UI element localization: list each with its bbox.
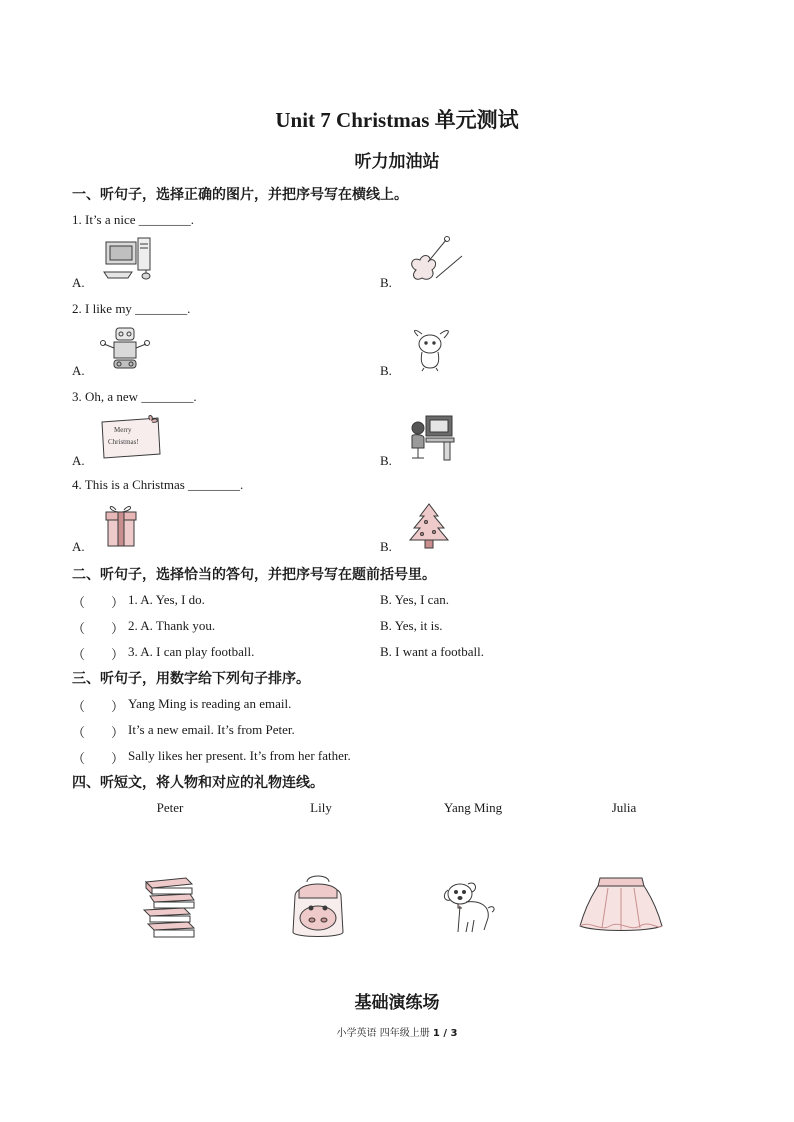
- books-picture: [140, 876, 198, 942]
- page-title: Unit 7 Christmas 单元测试: [275, 108, 519, 132]
- person-name: Lily: [310, 800, 332, 815]
- gift-box-picture: [102, 502, 140, 550]
- option-b-label: B.: [380, 363, 392, 378]
- sentence-text: Sally likes her present. It’s from her father.: [128, 748, 351, 763]
- sentence-text: It’s a new email. It’s from Peter.: [128, 722, 295, 737]
- card-text-merry: Merry: [114, 426, 132, 434]
- answer-bracket: （ ）: [72, 751, 125, 766]
- person-name: Peter: [156, 800, 184, 815]
- option-b-label: B.: [380, 453, 392, 468]
- section-1-heading: 一、听句子，选择正确的图片，并把序号写在横线上。: [72, 187, 408, 203]
- person-at-computer-picture: [408, 412, 456, 462]
- option-a-label: A.: [72, 275, 85, 290]
- section-4-heading: 四、听短文，将人物和对应的礼物连线。: [72, 775, 324, 791]
- question-3: 3. Oh, a new ________.: [72, 389, 197, 404]
- option-a-text: 2. A. Thank you.: [128, 618, 216, 633]
- option-b-label: B.: [380, 539, 392, 554]
- answer-bracket: （ ）: [72, 725, 125, 740]
- robot-picture: [100, 326, 150, 372]
- christmas-card-picture: [98, 414, 164, 460]
- option-a-label: A.: [72, 539, 85, 554]
- option-b-text: B. I want a football.: [380, 644, 484, 659]
- option-b-label: B.: [380, 275, 392, 290]
- section-2-heading: 二、听句子，选择恰当的答句，并把序号写在题前括号里。: [72, 567, 436, 583]
- toy-rabbit-picture: [408, 326, 454, 372]
- option-a-label: A.: [72, 453, 85, 468]
- person-name: Julia: [611, 800, 637, 815]
- skirt-picture: [578, 874, 664, 936]
- toy-dog-picture: [440, 876, 500, 938]
- question-1: 1. It’s a nice ________.: [72, 212, 195, 227]
- option-b-text: B. Yes, I can.: [380, 592, 449, 607]
- option-a-label: A.: [72, 363, 85, 378]
- violin-picture: [406, 234, 468, 284]
- page-footer: [0, 1024, 794, 1039]
- footer-text: 小学英语 四年级上册: [336, 1028, 433, 1039]
- page-number: 1 / 3: [432, 1028, 458, 1039]
- option-a-text: 3. A. I can play football.: [128, 644, 255, 659]
- section-title-practice: 基础演练场: [354, 993, 440, 1012]
- section-3-heading: 三、听句子，用数字给下列句子排序。: [72, 671, 310, 687]
- schoolbag-picture: [285, 872, 351, 942]
- section-title-listening: 听力加油站: [354, 152, 440, 171]
- sentence-text: Yang Ming is reading an email.: [128, 696, 292, 711]
- computer-picture: [102, 236, 162, 280]
- question-2: 2. I like my ________.: [72, 301, 191, 316]
- answer-bracket: （ ）: [72, 647, 125, 662]
- person-name: Yang Ming: [443, 800, 503, 815]
- christmas-tree-picture: [406, 502, 452, 550]
- card-text-christmas: Christmas!: [108, 438, 139, 446]
- option-b-text: B. Yes, it is.: [380, 618, 443, 633]
- answer-bracket: （ ）: [72, 595, 125, 610]
- answer-bracket: （ ）: [72, 621, 125, 636]
- answer-bracket: （ ）: [72, 699, 125, 714]
- option-a-text: 1. A. Yes, I do.: [128, 592, 205, 607]
- question-4: 4. This is a Christmas ________.: [72, 477, 244, 492]
